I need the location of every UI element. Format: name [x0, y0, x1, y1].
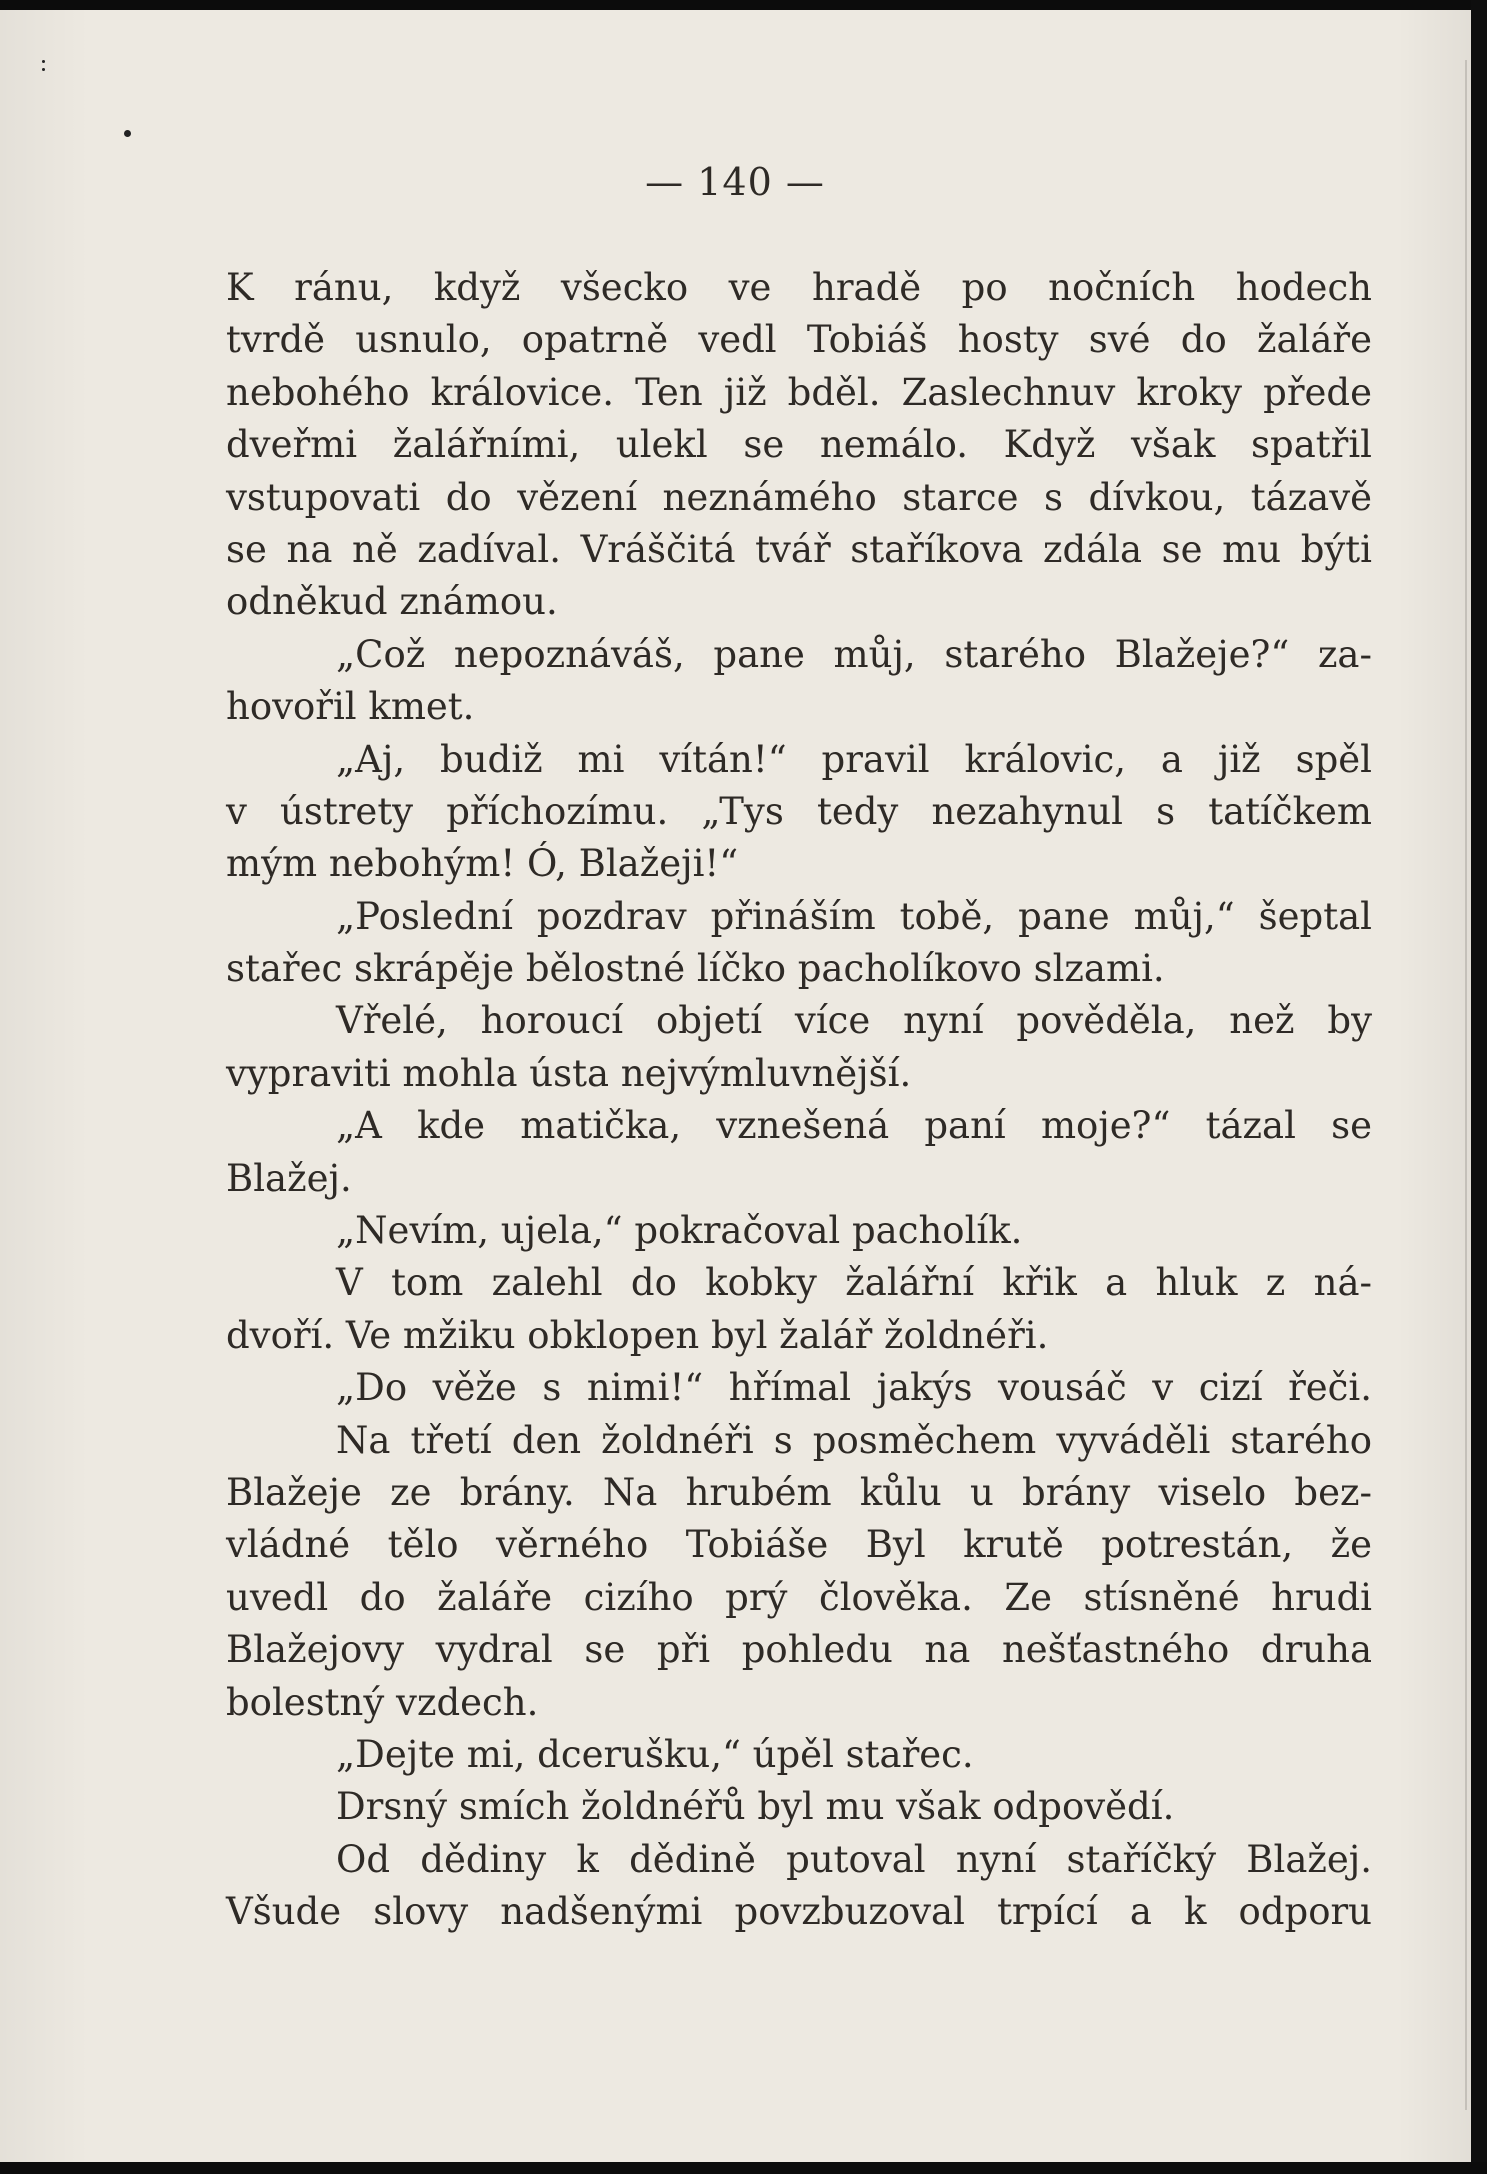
- text-line: Drsný smích žoldnéřů byl mu však odpovědí.: [336, 1785, 1175, 1829]
- ink-speck: [42, 68, 45, 71]
- text-line: Na třetí den žoldnéři s posměchem vyváděli starého: [336, 1418, 1372, 1462]
- scan-border-top: [0, 0, 1487, 10]
- text-line: dvoří. Ve mžiku obklopen byl žalář žoldnéři.: [226, 1313, 1049, 1357]
- text-line: tvrdě usnulo, opatrně vedl Tobiáš hosty své do žaláře: [226, 318, 1372, 362]
- text-line: „Poslední pozdrav přináším tobě, pane můj,“ šeptal: [336, 894, 1372, 938]
- text-line: V tom zalehl do kobky žalářní křik a hluk z ná-: [336, 1261, 1372, 1305]
- text-line: „Dejte mi, dcerušku,“ úpěl stařec.: [336, 1732, 974, 1776]
- text-line: „Nevím, ujela,“ pokračoval pacholík.: [336, 1209, 1023, 1253]
- text-line: nebohého královice. Ten již bděl. Zaslechnuv kroky přede: [226, 370, 1372, 414]
- text-line: „Do věže s nimi!“ hřímal jakýs vousáč v cizí řeči.: [336, 1366, 1372, 1410]
- text-line: se na ně zadíval. Vráščitá tvář staříkova zdála se mu býti: [226, 527, 1372, 571]
- ink-speck: [42, 60, 45, 63]
- text-line: Vřelé, horoucí objetí více nyní pověděla, než by: [336, 999, 1372, 1043]
- text-line: Od dědiny k dědině putoval nyní staříčký Blažej.: [336, 1837, 1372, 1881]
- scan-border-right: [1471, 0, 1487, 2174]
- page-edge-shadow: [1465, 60, 1467, 2110]
- text-line: mým nebohým! Ó, Blažeji!“: [226, 842, 739, 886]
- text-line: bolestný vzdech.: [226, 1680, 539, 1724]
- body-text: [226, 262, 1372, 1939]
- text-line: „A kde matička, vznešená paní moje?“ tázal se: [336, 1104, 1372, 1148]
- text-line: Všude slovy nadšenými povzbuzoval trpící a k odporu: [226, 1890, 1372, 1934]
- text-line: vstupovati do vězení neznámého starce s dívkou, tázavě: [226, 475, 1372, 519]
- ink-speck: [124, 130, 131, 137]
- text-line: odněkud známou.: [226, 580, 558, 624]
- page-number: — 140 —: [645, 160, 825, 204]
- text-line: hovořil kmet.: [226, 685, 475, 729]
- text-line: v ústrety příchozímu. „Tys tedy nezahynul s tatíčkem: [226, 789, 1372, 833]
- scan-border-bottom: [0, 2162, 1487, 2174]
- text-line: vypraviti mohla ústa nejvýmluvnější.: [226, 1051, 912, 1095]
- text-line: Blažej.: [226, 1156, 352, 1200]
- text-line: vládné tělo věrného Tobiáše Byl krutě potrestán, že: [226, 1523, 1372, 1567]
- text-line: „Což nepoznáváš, pane můj, starého Blažeje?“ za-: [336, 632, 1372, 676]
- text-line: Blažejovy vydral se při pohledu na nešťastného druha: [226, 1628, 1372, 1672]
- text-line: uvedl do žaláře cizího prý člověka. Ze stísněné hrudi: [226, 1575, 1372, 1619]
- text-line: stařec skrápěje bělostné líčko pacholíkovo slzami.: [226, 947, 1165, 991]
- text-line: dveřmi žalářními, ulekl se nemálo. Když však spatřil: [226, 423, 1372, 467]
- text-line: K ránu, když všecko ve hradě po nočních hodech: [226, 266, 1372, 309]
- text-line: Blažeje ze brány. Na hrubém kůlu u brány viselo bez-: [226, 1470, 1372, 1514]
- text-line: „Aj, budiž mi vítán!“ pravil královic, a již spěl: [336, 737, 1372, 781]
